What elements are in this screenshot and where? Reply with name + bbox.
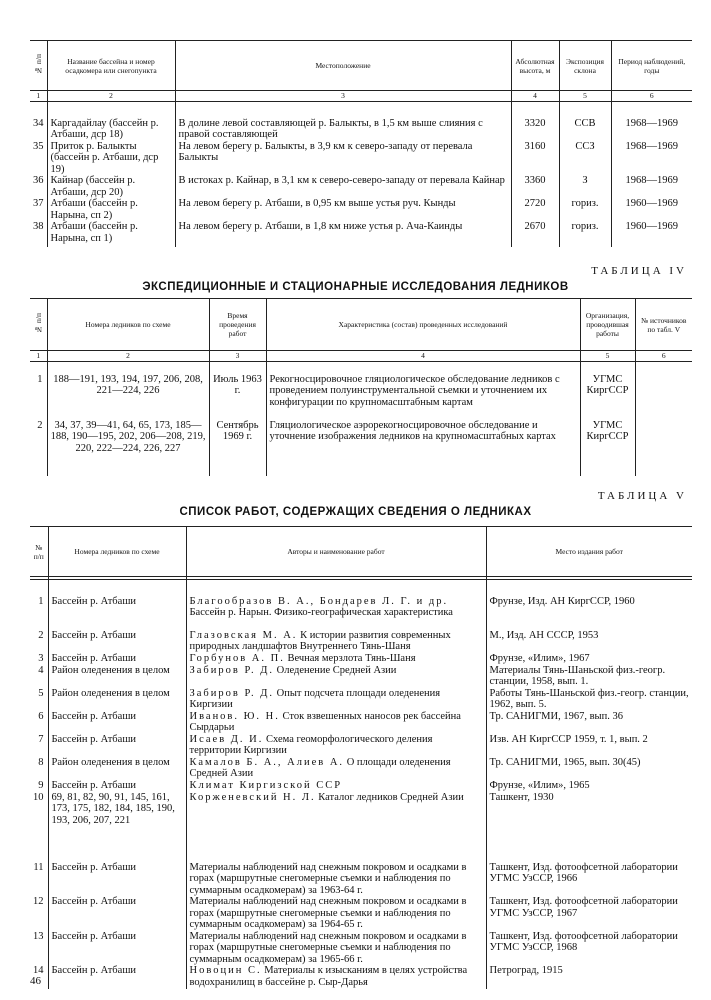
table-5-title: СПИСОК РАБОТ, СОДЕРЖАЩИХ СВЕДЕНИЯ О ЛЕДНИКАХ: [179, 506, 532, 518]
table-3-header-exposure: Экспозиция склона: [559, 41, 611, 91]
table-4-header-time: Время проведения работ: [209, 299, 266, 351]
table-4-header-sources: № источников по табл. V: [635, 299, 692, 351]
table-row: 9 Бассейн р. Атбаши Климат Киргизской ССР Фрунзе, «Илим», 1965: [30, 780, 692, 792]
table-row: 4 Район оледенения в целом Забиров Р. Д. Оледенение Средней Азии Материалы Тянь-Шаньской физ.-геогр. станции, 1958, вып. 1.: [30, 665, 692, 688]
table-row: 10 69, 81, 82, 90, 91, 145, 161, 173, 175, 182, 184, 185, 190, 193, 206, 207, 221 Корженевский Н. Л. Каталог ледников Средней Азии Ташкент, 1930: [30, 792, 692, 862]
table-4-header: [30, 299, 692, 351]
page-number: 46: [30, 975, 41, 987]
table-row: 36 Кайнар (бассейн р. Атбаши, дср 20) В истоках р. Кайнар, в 3,1 км к северо-северо-западу от перевала Кайнар 3360 З 1968—1969: [30, 175, 692, 198]
table-row: 12 Бассейн р. Атбаши Материалы наблюдений над снежным покровом и осадками в горах (маршрутные снегомерные съемки и наблюдения по суммарным осадкомерам) за 1964-65 г. Ташкент, Изд. фотоофсетной лаборатории УГМС УзССР, 1967: [30, 896, 692, 931]
table-row: 13 Бассейн р. Атбаши Материалы наблюдений над снежным покровом и осадками в горах (маршрутные снегомерные съемки и наблюдения по суммарным осадкомерам) за 1965-66 г. Ташкент, Изд. фотоофсетной лаборатории УГМС УзССР, 1968: [30, 931, 692, 966]
table-4-title: ЭКСПЕДИЦИОННЫЕ И СТАЦИОНАРНЫЕ ИССЛЕДОВАНИЯ ЛЕДНИКОВ: [142, 281, 569, 293]
table-4-column-numbers: 1 2 3 4 5 6: [30, 351, 692, 362]
table-3-header-name: Название бассейна и номер осадкомера или снегопункта: [47, 41, 175, 91]
table-row: 7 Бассейн р. Атбаши Исаев Д. И. Схема геоморфологического деления территории Киргизии Изв. АН КиргССР 1959, т. 1, вып. 2: [30, 734, 692, 757]
table-row: 11 Бассейн р. Атбаши Материалы наблюдений над снежным покровом и осадками в горах (маршрутные снегомерные съемки и наблюдения по суммарным осадкомерам) за 1963-64 г. Ташкент, Изд. фотоофсетной лаборатории УГМС УзССР, 1966: [30, 862, 692, 897]
table-3-column-numbers: 1 2 3 4 5 6: [30, 91, 692, 102]
table-5-header-glaciers: Номера ледников по схеме: [48, 527, 186, 577]
table-3-header-altitude: Абсолютная высота, м: [511, 41, 559, 91]
table-5-header: [30, 527, 692, 577]
table-row: 1 188—191, 193, 194, 197, 206, 208, 221—224, 226 Июль 1963 г. Рекогносцировочное гляциологическое обследование ледников с проведением полуинструментальной съемки и уточнением их конфигурации по крупномасштабным картам УГМС КиргССР: [30, 374, 692, 420]
table-4-header-num: № п/п: [33, 313, 43, 334]
table-3-header-num: № п/п: [33, 54, 43, 75]
table-3-header-location: Местоположение: [175, 41, 511, 91]
table-row: 2 34, 37, 39—41, 64, 65, 173, 185—188, 190—195, 202, 206—208, 219, 220, 222—224, 226, 227 Сентябрь 1969 г. Гляциологическое аэрорекогносцировочное обследование и уточнение изображения ледников на крупномасштабных картах УГМС КиргССР: [30, 420, 692, 476]
table-5: [30, 526, 692, 989]
table-row: 1 Бассейн р. Атбаши Благообразов В. А., Бондарев Л. Г. и др. Бассейн р. Нарын. Физико-географическая характеристика Фрунзе, Изд. АН КиргССР, 1960: [30, 596, 692, 630]
table-5-label: ТАБЛИЦА V: [597, 490, 687, 502]
table-row: 5 Район оледенения в целом Забиров Р. Д. Опыт подсчета площади оледенения Киргизии Работы Тянь-Шаньской физ.-геогр. станции, 1962, вып. 5.: [30, 688, 692, 711]
table-5-header-num: № п/п: [30, 527, 48, 577]
table-row: 2 Бассейн р. Атбаши Глазовская М. А. К истории развития современных природных ландшафтов Внутреннего Тянь-Шаня М., Изд. АН СССР, 1953: [30, 630, 692, 653]
table-4-header-organization: Организация, проводившая работы: [580, 299, 635, 351]
table-3: [30, 40, 692, 247]
table-3-header: [30, 41, 692, 91]
table-row: 6 Бассейн р. Атбаши Иванов. Ю. Н. Сток взвешенных наносов рек бассейна Сырдарьи Тр. САНИГМИ, 1967, вып. 36: [30, 711, 692, 734]
table-row: 14 Бассейн р. Атбаши Новоцин С. Материалы к изысканиям в целях устройства водохранилищ в бассейне р. Сыр-Дарья Петроград, 1915: [30, 965, 692, 989]
table-4-label: ТАБЛИЦА IV: [591, 265, 687, 277]
table-4-header-description: Характеристика (состав) проведенных исследований: [266, 299, 580, 351]
table-row: 37 Атбаши (бассейн р. Нарына, сп 2) На левом берегу р. Атбаши, в 0,95 км выше устья руч. Кынды 2720 гориз. 1960—1969: [30, 198, 692, 221]
table-5-header-place: Место издания работ: [486, 527, 692, 577]
table-4-header-glaciers: Номера ледников по схеме: [47, 299, 209, 351]
table-row: 3 Бассейн р. Атбаши Горбунов А. П. Вечная мерзлота Тянь-Шаня Фрунзе, «Илим», 1967: [30, 653, 692, 665]
table-row: 34 Каргадайлау (бассейн р. Атбаши, дср 18) В долине левой составляющей р. Балыкты, в 1,5 км выше слияния с правой составляющей 3320 ССВ 1968—1969: [30, 118, 692, 141]
table-4: [30, 298, 692, 476]
table-3-header-period: Период наблюдений, годы: [611, 41, 692, 91]
table-row: 38 Атбаши (бассейн р. Нарына, сп 1) На левом берегу р. Атбаши, в 1,8 км ниже устья р. Ача-Каинды 2670 гориз. 1960—1969: [30, 221, 692, 247]
table-row: 35 Приток р. Балыкты (бассейн р. Атбаши, дср 19) На левом берегу р. Балыкты, в 3,9 км к северо-западу от перевала Балыкты 3160 ССЗ 1968—1969: [30, 141, 692, 176]
table-row: 8 Район оледенения в целом Камалов Б. А., Алиев А. О площади оледенения Средней Азии Тр. САНИГМИ, 1965, вып. 30(45): [30, 757, 692, 780]
table-5-header-authors: Авторы и наименование работ: [186, 527, 486, 577]
